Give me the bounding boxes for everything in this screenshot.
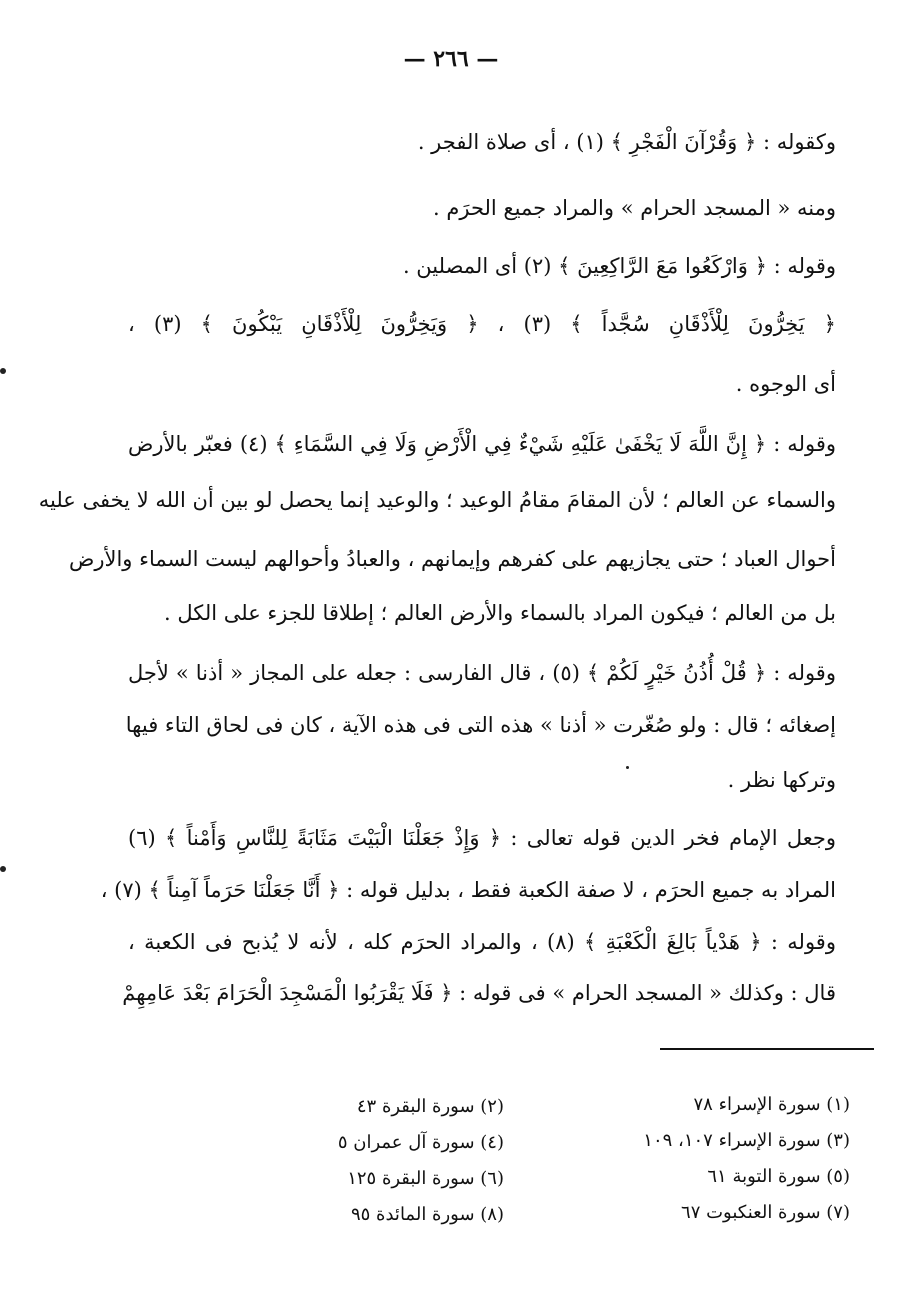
scan-speck (626, 766, 629, 769)
footnote: (٢) سورة البقرة ٤٣ (356, 1096, 504, 1117)
text-line: المراد به جميع الحرَم ، لا صفة الكعبة فقط ، بدليل قوله : ﴿ أَنَّا جَعَلْنَا حَرَماً آمِناً ﴾ (٧) ، (100, 878, 836, 902)
scan-speck (0, 368, 6, 374)
text-line: إصغائه ؛ قال : ولو صُغّرت « أذنا » هذه التى فى هذه الآية ، كان فى لحاق التاء فيها (125, 713, 836, 737)
text-line: وقوله : ﴿ إِنَّ اللَّهَ لَا يَخْفَىٰ عَلَيْهِ شَيْءٌ فِي الْأَرْضِ وَلَا فِي السَّمَاءِ ﴾ (٤) فعبّر بالأرض (128, 432, 836, 456)
footnote: (٨) سورة المائدة ٩٥ (350, 1204, 504, 1225)
text-line: أحوال العباد ؛ حتى يجازيهم على كفرهم وإيمانهم ، والعبادُ وأحوالهم ليست السماء والأرض (68, 547, 836, 571)
footnote: (٣) سورة الإسراء ١٠٧، ١٠٩ (643, 1130, 850, 1151)
text-line: ومنه « المسجد الحرام » والمراد جميع الحرَم . (433, 196, 836, 220)
text-line: أى الوجوه . (735, 372, 836, 396)
text-line: وتركها نظر . (727, 768, 836, 792)
text-line: وجعل الإمام فخر الدين قوله تعالى : ﴿ وَإِذْ جَعَلْنَا الْبَيْتَ مَثَابَةً لِلنَّاسِ وَأَمْناً ﴾ (٦) (128, 826, 836, 850)
text-line: والسماء عن العالم ؛ لأن المقامَ مقامُ الوعيد ؛ والوعيد إنما يحصل لو بين أن الله لا يخفى عليه (38, 488, 836, 512)
text-line: قال : وكذلك « المسجد الحرام » فى قوله : ﴿ فَلَا يَقْرَبُوا الْمَسْجِدَ الْحَرَامَ بَعْدَ عَامِهِمْ (122, 981, 836, 1005)
footnote: (٧) سورة العنكبوت ٦٧ (681, 1202, 850, 1223)
footnote: (٥) سورة التوبة ٦١ (707, 1166, 850, 1187)
scan-speck (0, 866, 6, 872)
text-line: وقوله : ﴿ قُلْ أُذُنُ خَيْرٍ لَكُمْ ﴾ (٥) ، قال الفارسى : جعله على المجاز « أذنا » لأجل (128, 661, 836, 685)
page-number: — ٢٦٦ — (403, 46, 499, 72)
footnote: (٦) سورة البقرة ١٢٥ (347, 1168, 504, 1189)
text-line: وكقوله : ﴿ وَقُرْآنَ الْفَجْرِ ﴾ (١) ، أى صلاة الفجر . (417, 130, 836, 154)
text-line: وقوله : ﴿ هَدْياً بَالِغَ الْكَعْبَةِ ﴾ (٨) ، والمراد الحرَم كله ، لأنه لا يُذبح فى الكعبة ، (128, 930, 836, 954)
footnote-divider (660, 1048, 874, 1050)
footnote: (٤) سورة آل عمران ٥ (337, 1132, 504, 1153)
text-line: وقوله : ﴿ وَارْكَعُوا مَعَ الرَّاكِعِينَ ﴾ (٢) أى المصلين . (402, 254, 836, 278)
text-line: بل من العالم ؛ فيكون المراد بالسماء والأرض العالم ؛ إطلاقا للجزء على الكل . (164, 601, 836, 625)
footnote: (١) سورة الإسراء ٧٨ (693, 1094, 850, 1115)
text-line: ﴿ يَخِرُّونَ لِلْأَذْقَانِ سُجَّداً ﴾ (٣) ، ﴿ وَيَخِرُّونَ لِلْأَذْقَانِ يَبْكُونَ ﴾ (٣) ، (128, 312, 836, 336)
